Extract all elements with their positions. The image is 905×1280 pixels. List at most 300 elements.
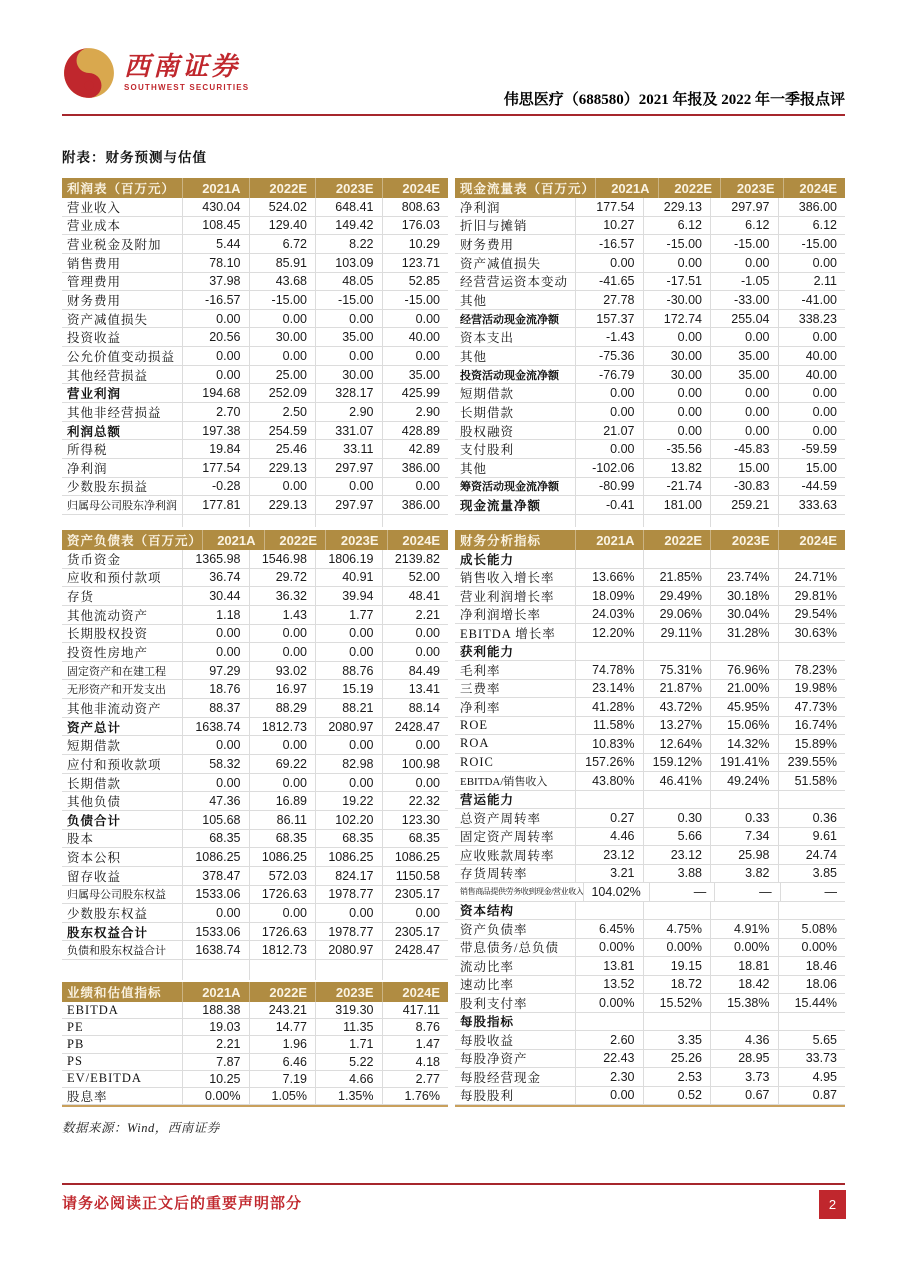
table-row <box>455 809 845 828</box>
value-cell <box>575 550 643 569</box>
value-cell: 417.11 <box>382 1002 449 1019</box>
value-cell: 25.26 <box>643 1050 711 1069</box>
value-cell: 6.12 <box>710 217 778 236</box>
value-cell: -21.74 <box>643 478 711 497</box>
value-cell: -44.59 <box>778 478 846 497</box>
value-cell: 11.58% <box>575 717 643 736</box>
value-cell: 11.35 <box>315 1019 382 1036</box>
value-cell: 40.00 <box>778 347 846 366</box>
value-cell: 13.66% <box>575 569 643 588</box>
row-label-cell: PB <box>62 1036 182 1053</box>
value-cell: 5.44 <box>182 235 249 254</box>
value-cell: -0.41 <box>575 496 643 515</box>
value-cell: -30.83 <box>710 478 778 497</box>
table-row <box>455 846 845 865</box>
value-cell: 10.29 <box>382 235 449 254</box>
row-label-cell: 应付和预收款项 <box>62 755 182 774</box>
value-cell: 21.85% <box>643 569 711 588</box>
value-cell: 3.88 <box>643 865 711 884</box>
value-cell: 2.53 <box>643 1068 711 1087</box>
table-row <box>62 904 448 923</box>
table-row <box>455 1087 845 1106</box>
value-cell: 21.07 <box>575 422 643 441</box>
value-cell: 0.00 <box>249 904 316 923</box>
value-cell <box>182 960 249 980</box>
value-cell: 824.17 <box>315 867 382 886</box>
value-cell: 2.60 <box>575 1031 643 1050</box>
value-cell: 0.00 <box>182 736 249 755</box>
table-row <box>62 755 448 774</box>
value-cell: -76.79 <box>575 366 643 385</box>
value-cell: 0.00 <box>643 422 711 441</box>
value-cell: 36.32 <box>249 587 316 606</box>
value-cell <box>643 550 711 569</box>
row-label-cell: 每股收益 <box>455 1031 575 1050</box>
value-cell: 1638.74 <box>182 718 249 737</box>
column-header-cell: 2024E <box>387 530 449 550</box>
value-cell: 0.00 <box>182 643 249 662</box>
value-cell: 428.89 <box>382 422 449 441</box>
value-cell: 1365.98 <box>182 550 249 569</box>
value-cell: 0.27 <box>575 809 643 828</box>
table-row <box>62 606 448 625</box>
value-cell: 45.95% <box>710 698 778 717</box>
table-row <box>455 366 845 385</box>
row-label-cell: 财务费用 <box>62 291 182 310</box>
value-cell: -41.00 <box>778 291 846 310</box>
value-cell: 43.72% <box>643 698 711 717</box>
value-cell: 4.18 <box>382 1054 449 1071</box>
value-cell: 25.00 <box>249 366 316 385</box>
value-cell: 6.12 <box>778 217 846 236</box>
row-label-cell: 投资性房地产 <box>62 643 182 662</box>
value-cell: 51.58% <box>778 772 846 791</box>
table-row <box>455 754 845 773</box>
value-cell: 15.00 <box>710 459 778 478</box>
row-label-cell: 长期借款 <box>455 403 575 422</box>
row-label-cell: 每股经营现金 <box>455 1068 575 1087</box>
value-cell: 0.00 <box>315 347 382 366</box>
value-cell: 69.22 <box>249 755 316 774</box>
value-cell: 0.00 <box>382 347 449 366</box>
value-cell: 84.49 <box>382 662 449 681</box>
value-cell: 15.19 <box>315 680 382 699</box>
value-cell: -41.65 <box>575 273 643 292</box>
value-cell: 16.74% <box>778 717 846 736</box>
value-cell: 28.95 <box>710 1050 778 1069</box>
row-label-cell: 长期借款 <box>62 774 182 793</box>
table-row <box>455 772 845 791</box>
value-cell: -35.56 <box>643 440 711 459</box>
table-row <box>455 680 845 699</box>
column-header-cell: 2023E <box>720 178 783 198</box>
table-row <box>62 440 448 459</box>
value-cell: 1.77 <box>315 606 382 625</box>
value-cell: -80.99 <box>575 478 643 497</box>
value-cell: 0.00% <box>575 939 643 958</box>
value-cell: 22.32 <box>382 792 449 811</box>
value-cell: 30.18% <box>710 587 778 606</box>
column-header-cell: 2022E <box>249 178 316 198</box>
value-cell: 0.00 <box>710 384 778 403</box>
table-row <box>62 310 448 329</box>
value-cell: 5.22 <box>315 1054 382 1071</box>
value-cell: 2.30 <box>575 1068 643 1087</box>
value-cell: 0.00 <box>249 625 316 644</box>
row-label-cell: 营业税金及附加 <box>62 235 182 254</box>
row-label-cell: 留存收益 <box>62 867 182 886</box>
value-cell <box>778 550 846 569</box>
value-cell: 41.28% <box>575 698 643 717</box>
table-row <box>62 1002 448 1019</box>
value-cell <box>249 515 316 527</box>
value-cell: 88.14 <box>382 699 449 718</box>
table-row <box>62 718 448 737</box>
brand-name-cn: 西南证券 <box>124 52 241 81</box>
value-cell: 13.52 <box>575 976 643 995</box>
table-row <box>62 422 448 441</box>
value-cell: 430.04 <box>182 198 249 217</box>
row-label-cell: 营业利润 <box>62 384 182 403</box>
value-cell: 6.12 <box>643 217 711 236</box>
value-cell: 2080.97 <box>315 718 382 737</box>
row-label-cell: 固定资产和在建工程 <box>62 662 182 681</box>
table-row <box>455 384 845 403</box>
value-cell: 297.97 <box>315 459 382 478</box>
value-cell: 229.13 <box>643 198 711 217</box>
value-cell: — <box>780 883 845 902</box>
table-row <box>455 328 845 347</box>
table-row <box>62 662 448 681</box>
value-cell: 29.54% <box>778 606 846 625</box>
value-cell: 15.89% <box>778 735 846 754</box>
value-cell <box>778 515 846 527</box>
value-cell: 1812.73 <box>249 718 316 737</box>
table-header-row <box>455 530 845 550</box>
value-cell: 0.00 <box>249 643 316 662</box>
row-label-cell: 带息债务/总负债 <box>455 939 575 958</box>
value-cell: 43.68 <box>249 273 316 292</box>
value-cell: -59.59 <box>778 440 846 459</box>
row-label-cell: 负债和股东权益合计 <box>62 941 182 960</box>
value-cell: 16.89 <box>249 792 316 811</box>
table-row <box>455 976 845 995</box>
value-cell: 48.05 <box>315 273 382 292</box>
value-cell: 13.41 <box>382 680 449 699</box>
row-label-cell: 短期借款 <box>62 736 182 755</box>
value-cell: 0.00 <box>315 310 382 329</box>
value-cell: 13.27% <box>643 717 711 736</box>
table-row <box>455 902 845 921</box>
value-cell <box>710 902 778 921</box>
table-row <box>455 291 845 310</box>
value-cell <box>710 791 778 810</box>
table-row <box>62 736 448 755</box>
value-cell: 4.46 <box>575 828 643 847</box>
row-label-cell: 折旧与摊销 <box>455 217 575 236</box>
value-cell: 177.54 <box>182 459 249 478</box>
value-cell: 35.00 <box>315 328 382 347</box>
value-cell: 23.74% <box>710 569 778 588</box>
table-row <box>455 606 845 625</box>
value-cell: 1150.58 <box>382 867 449 886</box>
value-cell: 0.00 <box>710 254 778 273</box>
value-cell: 2305.17 <box>382 886 449 905</box>
row-label-cell: 资产减值损失 <box>455 254 575 273</box>
row-label-cell: PS <box>62 1054 182 1071</box>
value-cell: 328.17 <box>315 384 382 403</box>
value-cell: 297.97 <box>710 198 778 217</box>
table-row <box>455 254 845 273</box>
value-cell: 176.03 <box>382 217 449 236</box>
value-cell: 0.00 <box>182 310 249 329</box>
table-row <box>455 440 845 459</box>
southwest-securities-logo-icon <box>62 46 116 100</box>
value-cell: 297.97 <box>315 496 382 515</box>
value-cell: -33.00 <box>710 291 778 310</box>
value-cell <box>382 515 449 527</box>
value-cell: 2080.97 <box>315 941 382 960</box>
table-row <box>455 698 845 717</box>
value-cell: 30.00 <box>249 328 316 347</box>
value-cell: 0.00 <box>778 328 846 347</box>
table-row <box>455 478 845 497</box>
table-title-cell: 资产负债表（百万元） <box>67 534 203 548</box>
value-cell: 52.85 <box>382 273 449 292</box>
row-label-cell: 公允价值变动损益 <box>62 347 182 366</box>
value-cell: 5.08% <box>778 920 846 939</box>
table-row <box>62 496 448 515</box>
value-cell: 30.00 <box>643 366 711 385</box>
row-label-cell: PE <box>62 1019 182 1036</box>
value-cell: -16.57 <box>575 235 643 254</box>
table-row <box>455 939 845 958</box>
table-row <box>62 235 448 254</box>
table-row <box>62 366 448 385</box>
row-label-cell: EV/EBITDA <box>62 1071 182 1088</box>
table-row <box>62 254 448 273</box>
row-label-cell: 其他 <box>455 291 575 310</box>
value-cell: 31.28% <box>710 624 778 643</box>
value-cell: 25.98 <box>710 846 778 865</box>
value-cell: 0.00 <box>249 478 316 497</box>
value-cell: 29.49% <box>643 587 711 606</box>
value-cell: 157.26% <box>575 754 643 773</box>
row-label-cell: 经营营运资本变动 <box>455 273 575 292</box>
value-cell: -75.36 <box>575 347 643 366</box>
value-cell: 4.95 <box>778 1068 846 1087</box>
value-cell: 18.46 <box>778 957 846 976</box>
value-cell: 49.24% <box>710 772 778 791</box>
table-row <box>455 1068 845 1087</box>
value-cell: 10.83% <box>575 735 643 754</box>
value-cell: 0.00 <box>182 347 249 366</box>
value-cell: 86.11 <box>249 811 316 830</box>
value-cell: 68.35 <box>249 830 316 849</box>
value-cell <box>575 643 643 662</box>
value-cell: 78.10 <box>182 254 249 273</box>
value-cell: 0.00 <box>643 328 711 347</box>
table-row <box>455 273 845 292</box>
value-cell: 0.67 <box>710 1087 778 1106</box>
value-cell: 243.21 <box>249 1002 316 1019</box>
value-cell: 1086.25 <box>249 848 316 867</box>
value-cell: 30.04% <box>710 606 778 625</box>
table-row <box>455 1013 845 1032</box>
row-label-cell: ROE <box>455 717 575 736</box>
table-row <box>62 1071 448 1088</box>
value-cell: 1086.25 <box>182 848 249 867</box>
table-row <box>455 310 845 329</box>
value-cell: 37.98 <box>182 273 249 292</box>
value-cell: 0.00 <box>778 403 846 422</box>
value-cell: 97.29 <box>182 662 249 681</box>
value-cell: 239.55% <box>778 754 846 773</box>
table-row <box>455 422 845 441</box>
row-label-cell: 财务费用 <box>455 235 575 254</box>
value-cell: 2.50 <box>249 403 316 422</box>
table-row <box>455 920 845 939</box>
value-cell: 159.12% <box>643 754 711 773</box>
value-cell: 181.00 <box>643 496 711 515</box>
value-cell: 259.21 <box>710 496 778 515</box>
table-row <box>455 865 845 884</box>
value-cell <box>643 902 711 921</box>
value-cell: 30.00 <box>643 347 711 366</box>
value-cell: 1546.98 <box>249 550 316 569</box>
table-row <box>455 643 845 662</box>
value-cell <box>575 1013 643 1032</box>
row-label-cell: 投资活动现金流净额 <box>455 366 575 385</box>
value-cell: 18.09% <box>575 587 643 606</box>
table-row <box>455 550 845 569</box>
value-cell: 29.06% <box>643 606 711 625</box>
table-row <box>62 811 448 830</box>
row-label-cell: 资本支出 <box>455 328 575 347</box>
value-cell: 105.68 <box>182 811 249 830</box>
value-cell <box>710 643 778 662</box>
value-cell: 3.82 <box>710 865 778 884</box>
row-label-cell: 管理费用 <box>62 273 182 292</box>
table-row <box>455 403 845 422</box>
value-cell: 82.98 <box>315 755 382 774</box>
value-cell: 85.91 <box>249 254 316 273</box>
value-cell: 123.71 <box>382 254 449 273</box>
footer-divider <box>62 1183 845 1185</box>
column-header-cell: 2024E <box>382 178 449 198</box>
value-cell: 1.43 <box>249 606 316 625</box>
row-label-cell: 销售收入增长率 <box>455 569 575 588</box>
value-cell: 1086.25 <box>315 848 382 867</box>
value-cell: 0.00 <box>249 774 316 793</box>
value-cell: 74.78% <box>575 661 643 680</box>
table-row <box>455 198 845 217</box>
value-cell: 19.15 <box>643 957 711 976</box>
value-cell: 808.63 <box>382 198 449 217</box>
table-row <box>455 515 845 527</box>
value-cell: 0.00 <box>778 422 846 441</box>
value-cell: 0.00 <box>249 736 316 755</box>
value-cell: 123.30 <box>382 811 449 830</box>
value-cell: 0.52 <box>643 1087 711 1106</box>
column-header-cell: 2022E <box>658 178 721 198</box>
table-title-cell: 利润表（百万元） <box>67 182 176 196</box>
value-cell: 8.22 <box>315 235 382 254</box>
value-cell: 0.30 <box>643 809 711 828</box>
value-cell: 0.00 <box>382 774 449 793</box>
row-label-cell: 其他非经营损益 <box>62 403 182 422</box>
value-cell: 378.47 <box>182 867 249 886</box>
row-label-cell: 筹资活动现金流净额 <box>455 478 575 497</box>
row-label-cell: 成长能力 <box>455 550 575 569</box>
value-cell: 21.87% <box>643 680 711 699</box>
value-cell: 8.76 <box>382 1019 449 1036</box>
value-cell: 2.77 <box>382 1071 449 1088</box>
value-cell: 100.98 <box>382 755 449 774</box>
value-cell: 24.74 <box>778 846 846 865</box>
row-label-cell: 现金流量净额 <box>455 496 575 515</box>
row-label-cell: 营运能力 <box>455 791 575 810</box>
value-cell: 18.81 <box>710 957 778 976</box>
table-row <box>455 569 845 588</box>
row-label-cell: 资产总计 <box>62 718 182 737</box>
value-cell: 15.06% <box>710 717 778 736</box>
table-row <box>455 717 845 736</box>
value-cell: 3.21 <box>575 865 643 884</box>
column-header-cell: 2021A <box>575 530 643 550</box>
value-cell: 29.11% <box>643 624 711 643</box>
table-row <box>62 1036 448 1053</box>
value-cell: 24.03% <box>575 606 643 625</box>
value-cell: 1726.63 <box>249 886 316 905</box>
row-label-cell: 总资产周转率 <box>455 809 575 828</box>
value-cell: 1.71 <box>315 1036 382 1053</box>
row-label-cell: 资本公积 <box>62 848 182 867</box>
row-label-cell <box>62 515 182 527</box>
value-cell: 191.41% <box>710 754 778 773</box>
value-cell: 10.27 <box>575 217 643 236</box>
value-cell: 108.45 <box>182 217 249 236</box>
row-label-cell: 每股股利 <box>455 1087 575 1106</box>
value-cell <box>575 791 643 810</box>
value-cell: 0.00 <box>575 403 643 422</box>
table-row <box>62 774 448 793</box>
table-row <box>62 384 448 403</box>
column-header-cell: 2021A <box>595 178 658 198</box>
value-cell: 7.19 <box>249 1071 316 1088</box>
value-cell: 0.00 <box>315 736 382 755</box>
value-cell: 2428.47 <box>382 718 449 737</box>
table-row <box>62 347 448 366</box>
row-label-cell: 资本结构 <box>455 902 575 921</box>
value-cell: 3.35 <box>643 1031 711 1050</box>
row-label-cell: 利润总额 <box>62 422 182 441</box>
value-cell: 333.63 <box>778 496 846 515</box>
row-label-cell: 股东权益合计 <box>62 923 182 942</box>
value-cell: 30.44 <box>182 587 249 606</box>
value-cell <box>710 1013 778 1032</box>
table-row <box>62 792 448 811</box>
value-cell: 0.00 <box>315 904 382 923</box>
value-cell: 6.72 <box>249 235 316 254</box>
report-title: 伟思医疗（688580）2021 年报及 2022 年一季报点评 <box>503 92 845 108</box>
value-cell: 14.77 <box>249 1019 316 1036</box>
table-row <box>62 550 448 569</box>
value-cell: 88.29 <box>249 699 316 718</box>
row-label-cell: 资产负债率 <box>455 920 575 939</box>
value-cell: 102.20 <box>315 811 382 830</box>
column-header-cell: 2023E <box>315 982 382 1002</box>
